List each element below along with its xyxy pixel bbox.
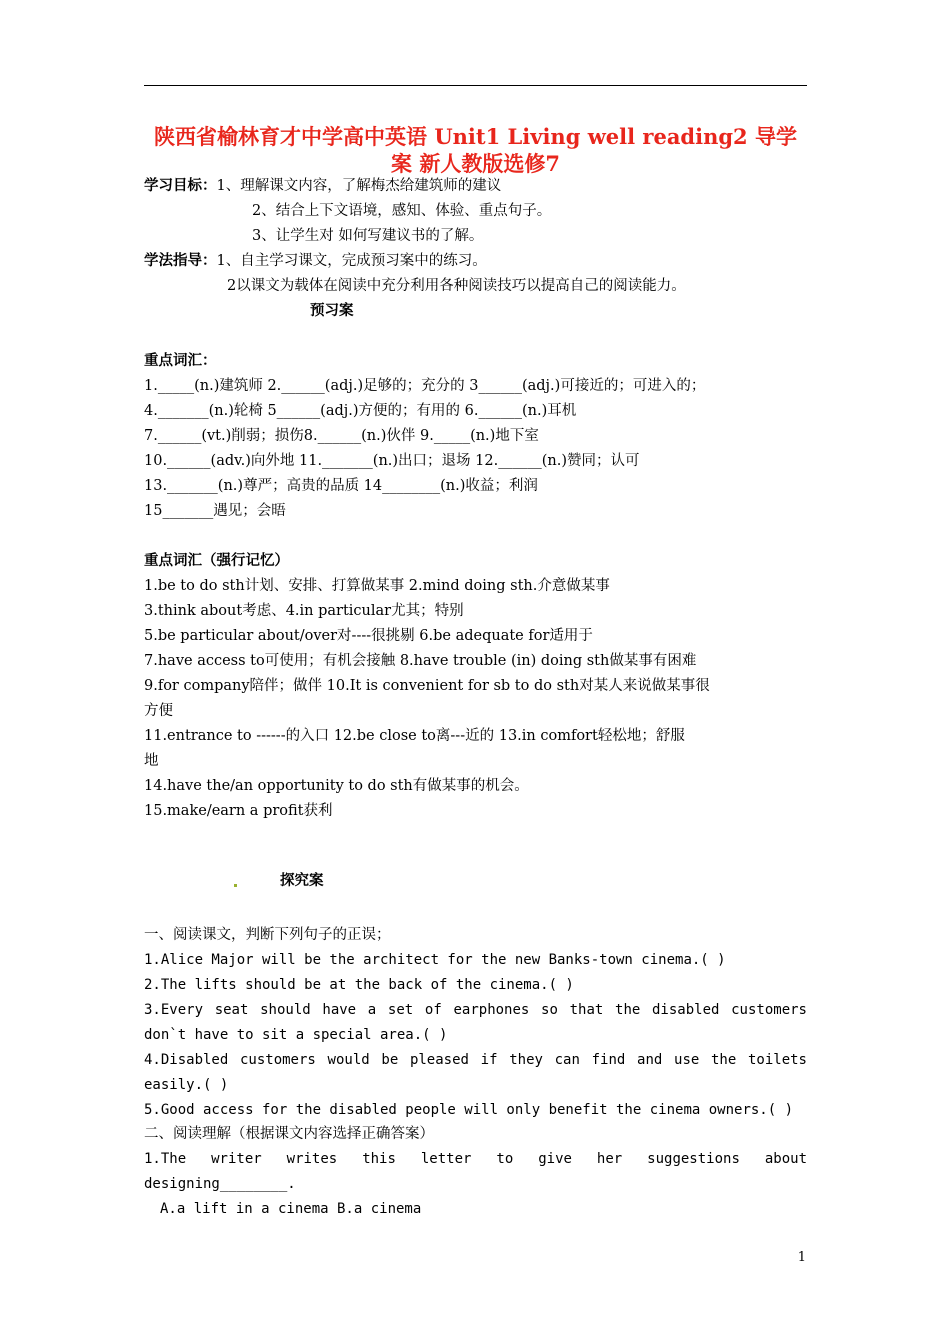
- phrase-line: 地: [144, 753, 159, 769]
- page-title: [144, 123, 807, 177]
- phrase-line: 11.entrance to ------的入口 12.be close to离---近的 13.in comfort轻松地；舒服: [144, 728, 685, 744]
- section2-heading: 二、阅读理解（根据课文内容选择正确答案）: [144, 1126, 434, 1142]
- preview-heading: 预习案: [310, 302, 354, 319]
- mc-option-line: A.a lift in a cinema B.a cinema: [160, 1201, 422, 1217]
- vocab-line: 13._______(n.)尊严；高贵的品质 14________(n.)收益；利润: [144, 478, 538, 494]
- method-item-2: 2以课文为载体在阅读中充分利用各种阅读技巧以提高自己的阅读能力。: [227, 278, 686, 294]
- vocab-line: 1._____(n.)建筑师 2.______(adj.)足够的；充分的 3______(adj.)可接近的；可进入的；: [144, 378, 706, 394]
- objectives-label: 学习目标：: [144, 177, 217, 194]
- method-row-1: [144, 252, 487, 270]
- header-rule: [144, 85, 807, 86]
- phrase-line: 7.have access to可使用；有机会接触 8.have trouble (in) doing sth做某事有困难: [144, 653, 697, 669]
- tf-line: easily.( ): [144, 1077, 229, 1093]
- phrase-line: 方便: [144, 703, 173, 719]
- vocab-line: 15_______遇见；会晤: [144, 503, 286, 519]
- phrase-line: 5.be particular about/over对----很挑剔 6.be adequate for适用于: [144, 628, 593, 644]
- phrase-line: 3.think about考虑、4.in particular尤其；特别: [144, 603, 464, 619]
- phrase-line: 15.make/earn a profit获利: [144, 803, 333, 819]
- decorative-dot: [234, 884, 237, 887]
- tf-line: 3.Every seat should have a set of earphones so that the disabled customers: [144, 1002, 807, 1018]
- objective-item-1: 1、理解课文内容，了解梅杰给建筑师的建议: [216, 178, 502, 194]
- page-number: 1: [797, 1250, 806, 1265]
- method-item-1: 1、自主学习课文，完成预习案中的练习。: [216, 253, 487, 269]
- explore-heading: 探究案: [280, 872, 324, 889]
- tf-line: 1.Alice Major will be the architect for the new Banks-town cinema.( ): [144, 952, 726, 968]
- vocab-line: 10.______(adv.)向外地 11._______(n.)出口；退场 12.______(n.)赞同；认可: [144, 453, 640, 469]
- vocab-line: 7.______(vt.)削弱；损伤8.______(n.)伙伴 9._____(n.)地下室: [144, 428, 539, 444]
- phrase-line: 14.have the/an opportunity to do sth有做某事的机会。: [144, 778, 529, 794]
- tf-line: 5.Good access for the disabled people will only benefit the cinema owners.( ): [144, 1102, 794, 1118]
- method-label: 学法指导：: [144, 252, 217, 269]
- objectives-row-1: [144, 177, 501, 195]
- objective-item-3: 3、让学生对 如何写建议书的了解。: [252, 228, 484, 244]
- vocab-heading: 重点词汇：: [144, 352, 217, 369]
- phrase-heading: 重点词汇（强行记忆）: [144, 552, 289, 569]
- phrase-line: 1.be to do sth计划、安排、打算做某事 2.mind doing sth.介意做某事: [144, 578, 610, 594]
- title-line-1: 陕西省榆林育才中学高中英语 Unit1 Living well reading2 导学: [154, 124, 797, 149]
- tf-line: don`t have to sit a special area.( ): [144, 1027, 448, 1043]
- tf-line: 2.The lifts should be at the back of the cinema.( ): [144, 977, 574, 993]
- title-line-2: 案 新人教版选修7: [391, 151, 560, 176]
- tf-line: 4.Disabled customers would be pleased if they can find and use the toilets: [144, 1052, 807, 1068]
- vocab-line: 4._______(n.)轮椅 5______(adj.)方便的；有用的 6.______(n.)耳机: [144, 403, 577, 419]
- mc-line: 1.The writer writes this letter to give her suggestions about: [144, 1151, 807, 1167]
- section1-heading: 一、阅读课文，判断下列句子的正误；: [144, 927, 391, 943]
- objective-item-2: 2、结合上下文语境，感知、体验、重点句子。: [252, 203, 552, 219]
- mc-line: designing________.: [144, 1176, 296, 1192]
- phrase-line: 9.for company陪伴；做伴 10.It is convenient for sb to do sth对某人来说做某事很: [144, 678, 710, 694]
